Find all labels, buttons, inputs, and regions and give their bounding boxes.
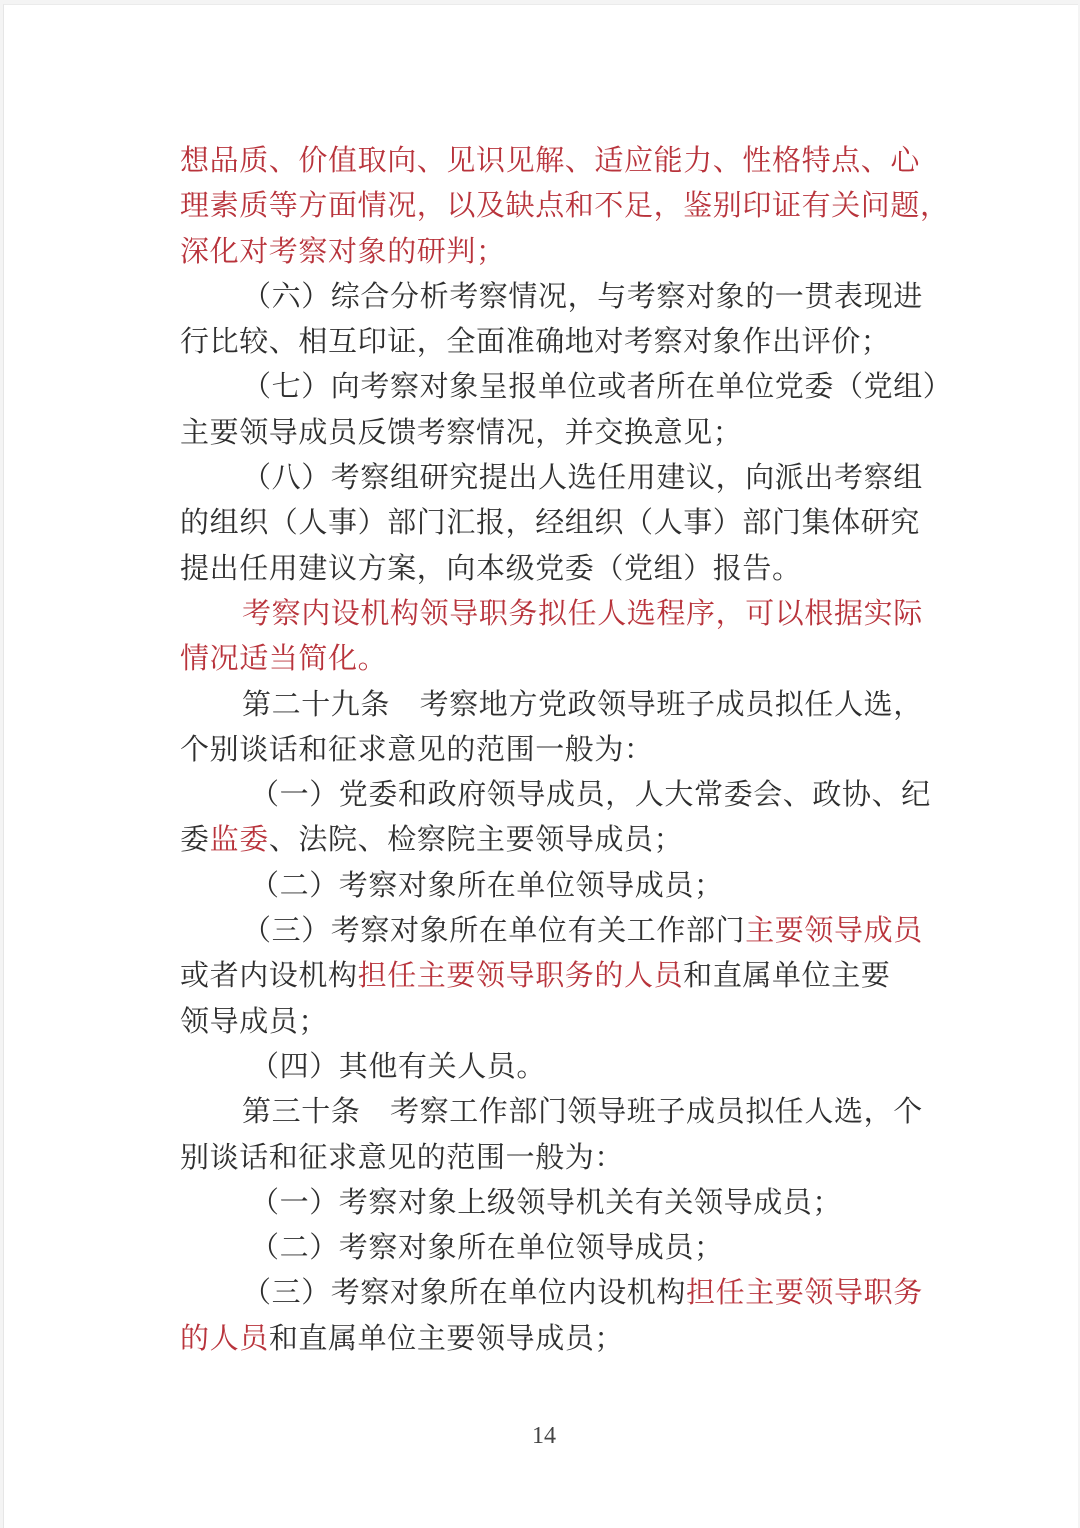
list-item-6: （六）综合分析考察情况，与考察对象的一贯表现进	[242, 278, 923, 313]
document-page	[3, 4, 1078, 1528]
text-segment: 和直属单位主要	[683, 958, 891, 993]
text-segment: （三）考察对象所在单位内设机构	[242, 1275, 687, 1310]
text-line: 想品质、价值取向、见识见解、适应能力、性格特点、心	[180, 143, 921, 177]
highlighted-segment: 主要领导成员	[745, 913, 923, 948]
text-line: 别谈话和征求意见的范围一般为：	[180, 1139, 625, 1174]
text-line: 领导成员；	[180, 1003, 329, 1038]
list-item-3	[180, 1270, 934, 1315]
text-segment: （三）考察对象所在单位有关工作部门	[242, 913, 746, 948]
text-line	[180, 953, 934, 998]
article-30-heading: 第三十条 考察工作部门领导班子成员拟任人选，个	[242, 1094, 923, 1129]
text-segment: 、法院、检察院主要领导成员；	[268, 822, 684, 857]
text-line	[180, 817, 934, 862]
text-line: 主要领导成员反馈考察情况，并交换意见；	[180, 414, 743, 449]
text-segment: 或者内设机构	[180, 958, 358, 993]
list-item-4: （四）其他有关人员。	[250, 1048, 547, 1083]
text-line: 个别谈话和征求意见的范围一般为：	[180, 731, 654, 766]
highlighted-segment: 监委	[209, 822, 269, 857]
text-line: 深化对考察对象的研判；	[180, 233, 506, 268]
list-item-1: （一）党委和政府领导成员，人大常委会、政协、纪	[250, 777, 931, 812]
text-segment: 委	[180, 822, 210, 857]
text-line: 行比较、相互印证，全面准确地对考察对象作出评价；	[180, 324, 891, 359]
text-line: 的组织（人事）部门汇报，经组织（人事）部门集体研究	[180, 505, 921, 540]
text-line	[180, 1316, 934, 1361]
list-item-2: （二）考察对象所在单位领导成员；	[250, 1230, 724, 1265]
highlighted-segment: 担任主要领导职务	[686, 1275, 923, 1310]
text-segment: 和直属单位主要领导成员；	[268, 1320, 625, 1355]
highlighted-segment: 担任主要领导职务的人员	[357, 958, 684, 993]
list-item-8: （八）考察组研究提出人选任用建议，向派出考察组	[242, 460, 923, 495]
text-line: 情况适当简化。	[180, 641, 388, 676]
article-29-heading: 第二十九条 考察地方党政领导班子成员拟任人选，	[242, 686, 923, 721]
list-item-1: （一）考察对象上级领导机关有关领导成员；	[250, 1184, 843, 1219]
text-line: 提出任用建议方案，向本级党委（党组）报告。	[180, 550, 802, 585]
highlighted-paragraph: 考察内设机构领导职务拟任人选程序，可以根据实际	[242, 595, 923, 630]
list-item-7: （七）向考察对象呈报单位或者所在单位党委（党组）	[242, 369, 953, 404]
list-item-3	[180, 908, 934, 953]
page-number: 14	[532, 1423, 556, 1449]
list-item-2: （二）考察对象所在单位领导成员；	[250, 867, 724, 902]
text-line: 理素质等方面情况，以及缺点和不足，鉴别印证有关问题，	[180, 188, 950, 223]
highlighted-segment: 的人员	[180, 1320, 269, 1355]
document-body	[180, 138, 953, 1361]
